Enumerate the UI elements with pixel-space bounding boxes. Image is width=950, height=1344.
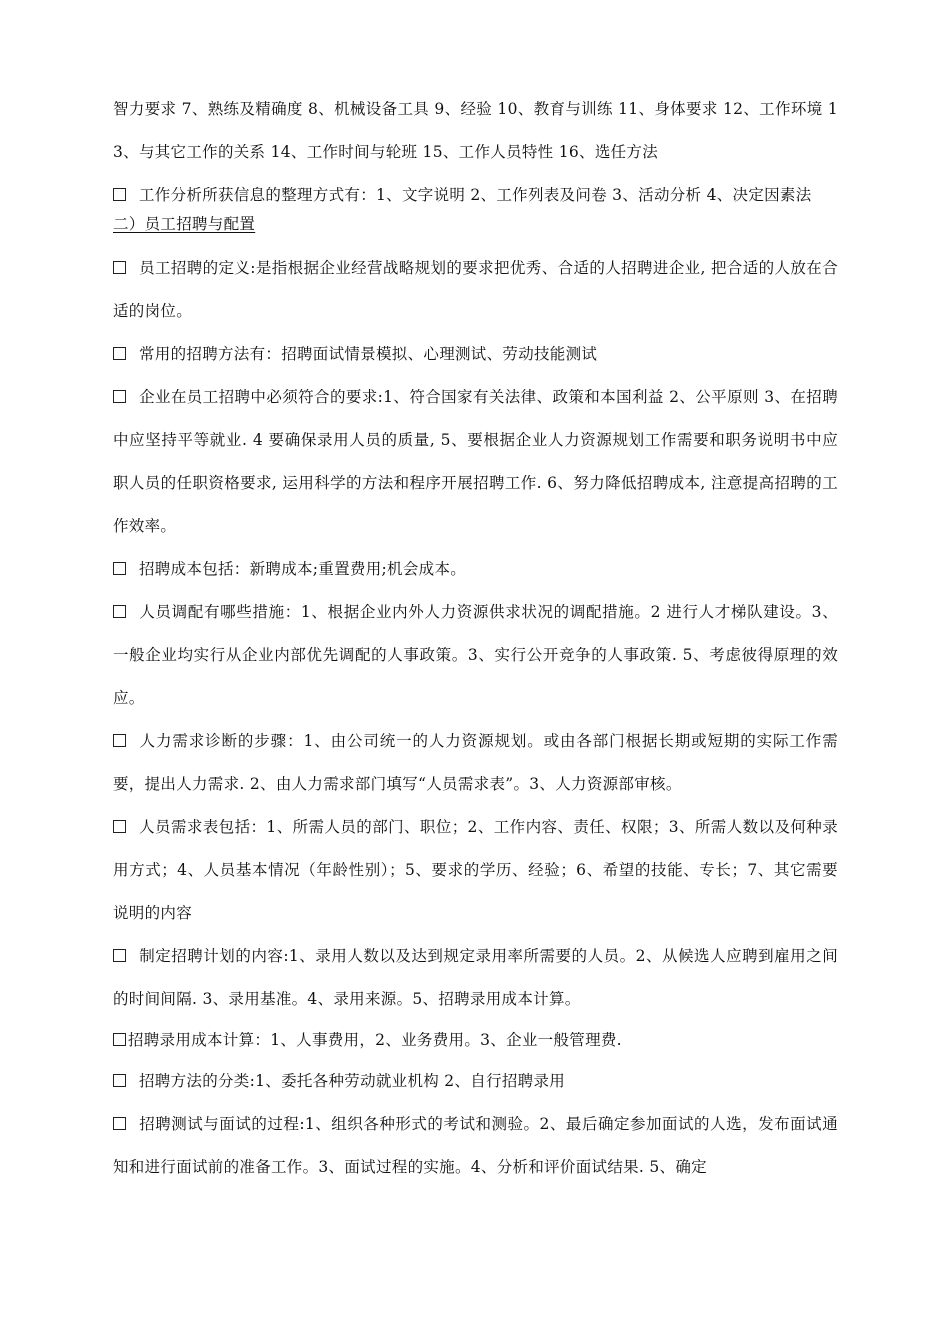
paragraph-recruitment-requirements (113, 376, 838, 548)
checkbox-bullet-icon (113, 390, 126, 403)
paragraph-recruitment-methods (113, 333, 838, 376)
paragraph-text: 招聘成本包括：新聘成本;重置费用;机会成本。 (139, 560, 467, 578)
paragraph-text: 常用的招聘方法有：招聘面试情景模拟、心理测试、劳动技能测试 (139, 345, 598, 363)
section-heading-text: 二）员工招聘与配置 (113, 215, 256, 233)
paragraph-method-classification (113, 1060, 838, 1103)
paragraph-text: 智力要求 7、熟练及精确度 8、机械设备工具 9、经验 10、教育与训练 11、身体要求 12、工作环境 13、与其它工作的关系 14、工作时间与轮班 15、工作人员特性 16、选任方法 (113, 100, 838, 161)
paragraph-text: 招聘方法的分类:1、委托各种劳动就业机构 2、自行招聘录用 (139, 1072, 566, 1090)
paragraph-recruitment-plan (113, 935, 838, 1021)
paragraph-demand-form (113, 806, 838, 935)
paragraph-hiring-cost-calc (113, 1021, 838, 1060)
checkbox-bullet-icon (113, 949, 126, 962)
paragraph-recruitment-cost (113, 548, 838, 591)
paragraph-text: 工作分析所获信息的整理方式有：1、文字说明 2、工作列表及问卷 3、活动分析 4、决定因素法 (139, 186, 812, 204)
checkbox-bullet-icon (113, 1033, 126, 1046)
paragraph-text: 员工招聘的定义:是指根据企业经营战略规划的要求把优秀、合适的人招聘进企业, 把合适的人放在合适的岗位。 (113, 259, 838, 320)
paragraph-recruitment-definition (113, 247, 838, 333)
paragraph-demand-diagnosis (113, 720, 838, 806)
checkbox-bullet-icon (113, 188, 126, 201)
checkbox-bullet-icon (113, 605, 126, 618)
document-page (113, 88, 838, 1189)
paragraph-staff-allocation (113, 591, 838, 720)
checkbox-bullet-icon (113, 261, 126, 274)
paragraph-text: 制定招聘计划的内容:1、录用人数以及达到规定录用率所需要的人员。2、从候选人应聘到雇用之间的时间间隔. 3、录用基准。4、录用来源。5、招聘录用成本计算。 (113, 947, 838, 1008)
checkbox-bullet-icon (113, 562, 126, 575)
paragraph-text: 人力需求诊断的步骤：1、由公司统一的人力资源规划。或由各部门根据长期或短期的实际工作需要，提出人力需求. 2、由人力需求部门填写“人员需求表”。3、人力资源部审核。 (113, 732, 838, 793)
paragraph-text: 人员需求表包括：1、所需人员的部门、职位；2、工作内容、责任、权限；3、所需人数以及何种录用方式；4、人员基本情况（年龄性别）；5、要求的学历、经验；6、希望的技能、专长；7、其它需要说明的内容 (113, 818, 838, 922)
paragraph-text: 人员调配有哪些措施：1、根据企业内外人力资源供求状况的调配措施。2 进行人才梯队建设。3、一般企业均实行从企业内部优先调配的人事政策。3、实行公开竞争的人事政策. 5、考虑彼得原理的效应。 (113, 603, 838, 707)
paragraph-text: 招聘录用成本计算：1、人事费用，2、业务费用。3、企业一般管理费. (128, 1031, 622, 1049)
checkbox-bullet-icon (113, 347, 126, 360)
checkbox-bullet-icon (113, 1074, 126, 1087)
paragraph-testing-interview (113, 1103, 838, 1189)
paragraph-text: 招聘测试与面试的过程:1、组织各种形式的考试和测验。2、最后确定参加面试的人选，发布面试通知和进行面试前的准备工作。3、面试过程的实施。4、分析和评价面试结果. 5、确定 (113, 1115, 838, 1176)
paragraph-text: 企业在员工招聘中必须符合的要求:1、符合国家有关法律、政策和本国利益 2、公平原则 3、在招聘中应坚持平等就业. 4 要确保录用人员的质量, 5、要根据企业人力资源规划工作需要和职务说明书中应职人员的任职资格要求, 运用科学的方法和程序开展招聘工作. 6、努力降低招聘成本, 注意提高招聘的工作效率。 (113, 388, 838, 535)
checkbox-bullet-icon (113, 1117, 126, 1130)
checkbox-bullet-icon (113, 734, 126, 747)
checkbox-bullet-icon (113, 820, 126, 833)
paragraph-job-analysis-factors (113, 88, 838, 174)
